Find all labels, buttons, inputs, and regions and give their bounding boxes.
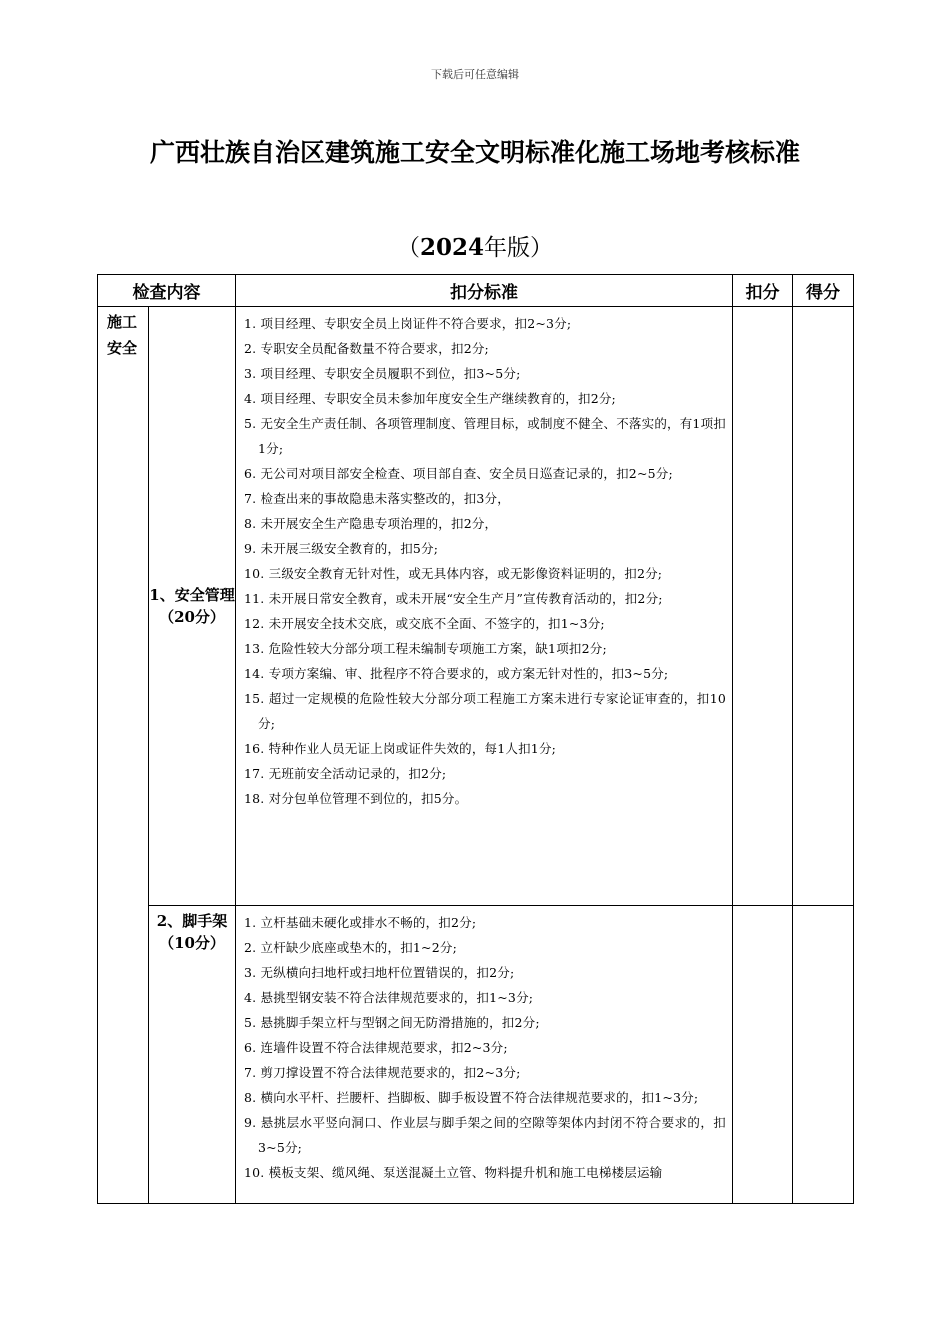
deduct-cell[interactable] — [733, 906, 793, 1204]
list-item: 9. 悬挑层水平竖向洞口、作业层与脚手架之间的空隙等架体内封闭不符合要求的，扣3~5分; — [244, 1115, 726, 1155]
header-content: 检查内容 — [98, 275, 236, 307]
criteria-cell — [236, 307, 733, 906]
criteria-list — [236, 307, 732, 815]
list-item: 4. 悬挑型钢安装不符合法律规范要求的，扣1~3分; — [244, 990, 534, 1005]
list-item: 16. 特种作业人员无证上岗或证件失效的，每1人扣1分; — [244, 741, 557, 756]
edition-label — [0, 230, 950, 266]
list-item: 3. 无纵横向扫地杆或扫地杆位置错误的，扣2分; — [244, 965, 515, 980]
list-item: 9. 未开展三级安全教育的，扣5分; — [244, 541, 439, 556]
list-item: 6. 无公司对项目部安全检查、项目部自查、安全员日巡查记录的，扣2~5分; — [244, 466, 673, 481]
list-item: 11. 未开展日常安全教育，或未开展“安全生产月”宣传教育活动的，扣2分; — [244, 591, 663, 606]
list-item: 14. 专项方案编、审、批程序不符合要求的，或方案无针对性的，扣3~5分; — [244, 666, 669, 681]
header-criteria: 扣分标准 — [236, 275, 733, 307]
table-header-row — [98, 275, 854, 307]
score-cell[interactable] — [793, 906, 854, 1204]
section-label: 1、安全管理（20分） — [149, 307, 236, 906]
standards-table — [97, 274, 854, 1204]
header-note: 下载后可任意编辑 — [431, 68, 519, 81]
list-item: 8. 未开展安全生产隐患专项治理的，扣2分， — [244, 516, 498, 531]
deduct-cell[interactable] — [733, 307, 793, 906]
list-item: 4. 项目经理、专职安全员未参加年度安全生产继续教育的，扣2分; — [244, 391, 616, 406]
list-item: 7. 剪刀撑设置不符合法律规范要求的，扣2~3分; — [244, 1065, 521, 1080]
list-item: 5. 悬挑脚手架立杆与型钢之间无防滑措施的，扣2分; — [244, 1015, 540, 1030]
list-item: 3. 项目经理、专职安全员履职不到位，扣3~5分; — [244, 366, 521, 381]
list-item: 18. 对分包单位管理不到位的，扣5分。 — [244, 791, 468, 806]
list-item: 10. 三级安全教育无针对性，或无具体内容，或无影像资料证明的，扣2分; — [244, 566, 663, 581]
list-item: 2. 专职安全员配备数量不符合要求，扣2分; — [244, 341, 489, 356]
header-score: 得分 — [793, 275, 854, 307]
category-cell — [98, 307, 149, 1204]
list-item: 1. 立杆基础未硬化或排水不畅的，扣2分; — [244, 915, 477, 930]
table-row — [98, 906, 854, 1204]
list-item: 12. 未开展安全技术交底，或交底不全面、不签字的，扣1~3分; — [244, 616, 605, 631]
document-title: 广西壮族自治区建筑施工安全文明标准化施工场地考核标准 — [149, 138, 800, 167]
list-item: 13. 危险性较大分部分项工程未编制专项施工方案，缺1项扣2分; — [244, 641, 607, 656]
list-item: 8. 横向水平杆、拦腰杆、挡脚板、脚手板设置不符合法律规范要求的，扣1~3分; — [244, 1090, 699, 1105]
score-cell[interactable] — [793, 307, 854, 906]
edition-suffix: 年版） — [484, 235, 553, 261]
section-label: 2、脚手架（10分） — [149, 906, 236, 1204]
list-item: 6. 连墙件设置不符合法律规范要求，扣2~3分; — [244, 1040, 508, 1055]
list-item: 17. 无班前安全活动记录的，扣2分; — [244, 766, 447, 781]
category-label: 施工安全 — [107, 313, 138, 357]
list-item: 7. 检查出来的事故隐患未落实整改的，扣3分， — [244, 491, 510, 506]
list-item: 10. 模板支架、缆风绳、泵送混凝土立管、物料提升机和施工电梯楼层运输 — [244, 1165, 663, 1180]
table-row — [98, 307, 854, 906]
list-item: 2. 立杆缺少底座或垫木的，扣1~2分; — [244, 940, 457, 955]
list-item: 1. 项目经理、专职安全员上岗证件不符合要求，扣2~3分; — [244, 316, 572, 331]
list-item: 5. 无安全生产责任制、各项管理制度、管理目标，或制度不健全、不落实的，有1项扣1分; — [244, 416, 726, 456]
edition-year: 2024 — [419, 234, 484, 261]
edition-prefix: （ — [396, 235, 420, 261]
criteria-list — [236, 906, 732, 1189]
header-deduct: 扣分 — [733, 275, 793, 307]
criteria-cell — [236, 906, 733, 1204]
list-item: 15. 超过一定规模的危险性较大分部分项工程施工方案未进行专家论证审查的，扣10分; — [244, 691, 726, 731]
